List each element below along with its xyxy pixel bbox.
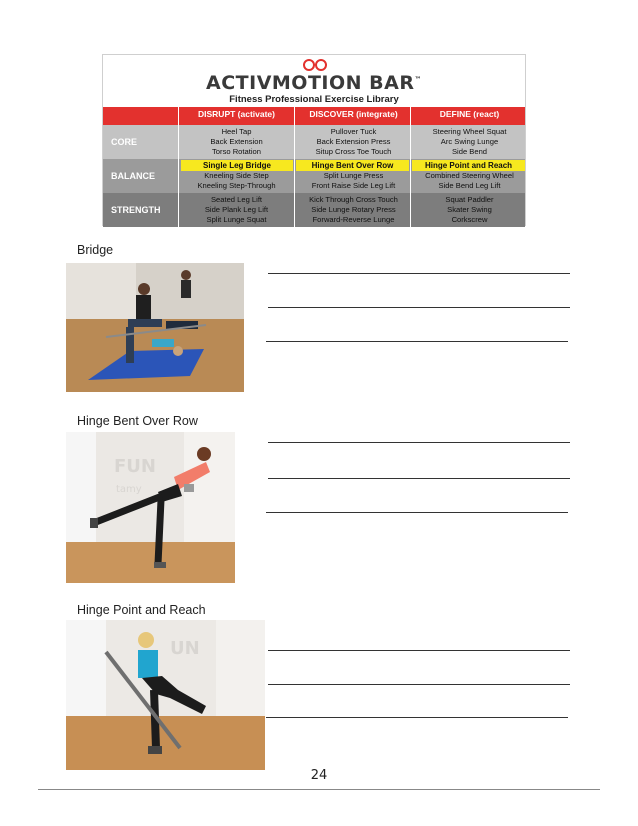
answer-line[interactable]: [268, 478, 570, 479]
logo-area: [103, 55, 525, 107]
cell-balance-define: Combined Steering Wheel Side Bend Leg Lift: [425, 171, 514, 190]
column-header-define: DEFINE (react): [439, 109, 500, 119]
answer-line[interactable]: [266, 512, 568, 513]
answer-line[interactable]: [268, 307, 570, 308]
activmotion-logo-icon: [301, 58, 329, 72]
svg-text:FUN: FUN: [114, 456, 156, 477]
cell-strength-discover: Kick Through Cross Touch Side Lunge Rotary Press Forward-Reverse Lunge: [309, 195, 398, 224]
answer-line[interactable]: [266, 717, 568, 718]
column-header-disrupt: DISRUPT (activate): [198, 109, 275, 119]
library-subtitle: Fitness Professional Exercise Library: [229, 94, 399, 105]
cell-balance-disrupt: Kneeling Side Step Kneeling Step-Through: [197, 171, 276, 190]
exercise-title-hinge-bent-over-row: Hinge Bent Over Row: [77, 414, 198, 428]
answer-line[interactable]: [268, 684, 570, 685]
exercise-title-bridge: Bridge: [77, 243, 114, 257]
svg-text:tamy: tamy: [116, 484, 142, 495]
brand-title: ACTIVMOTION BAR™: [206, 72, 422, 94]
cell-balance-discover: Split Lunge Press Front Raise Side Leg Lift: [311, 171, 396, 190]
cell-core-disrupt: Heel Tap Back Extension Torso Rotation: [210, 127, 263, 156]
answer-line[interactable]: [268, 442, 570, 443]
row-label-strength: STRENGTH: [111, 205, 161, 215]
answer-line[interactable]: [266, 341, 568, 342]
cell-strength-disrupt: Seated Leg Lift Side Plank Leg Lift Split Lunge Squat: [204, 195, 269, 224]
exercise-title-hinge-point-and-reach: Hinge Point and Reach: [77, 603, 206, 617]
footer-rule: [38, 789, 600, 790]
answer-line[interactable]: [268, 273, 570, 274]
answer-line[interactable]: [268, 650, 570, 651]
row-label-core: CORE: [111, 137, 138, 147]
svg-text:UN: UN: [170, 638, 200, 659]
highlight-hinge-point-and-reach: Hinge Point and Reach: [412, 160, 525, 171]
cell-core-define: Steering Wheel Squat Arc Swing Lunge Side Bend: [432, 127, 507, 156]
row-label-balance: BALANCE: [111, 171, 155, 181]
point-and-reach-photo: [66, 620, 265, 770]
bent-over-row-photo: [66, 432, 235, 583]
column-divider: [294, 107, 295, 227]
highlight-hinge-bent-over-row: Hinge Bent Over Row: [296, 160, 409, 171]
highlight-single-leg-bridge: Single Leg Bridge: [181, 160, 293, 171]
cell-core-discover: Pullover Tuck Back Extension Press Situp Cross Toe Touch: [315, 127, 392, 156]
page-number: 24: [310, 768, 328, 783]
exercise-library-table: [102, 54, 526, 226]
cell-strength-define: Squat Paddler Skater Swing Corkscrew: [445, 195, 494, 224]
column-header-discover: DISCOVER (integrate): [309, 109, 398, 119]
bridge-photo: [66, 263, 244, 392]
